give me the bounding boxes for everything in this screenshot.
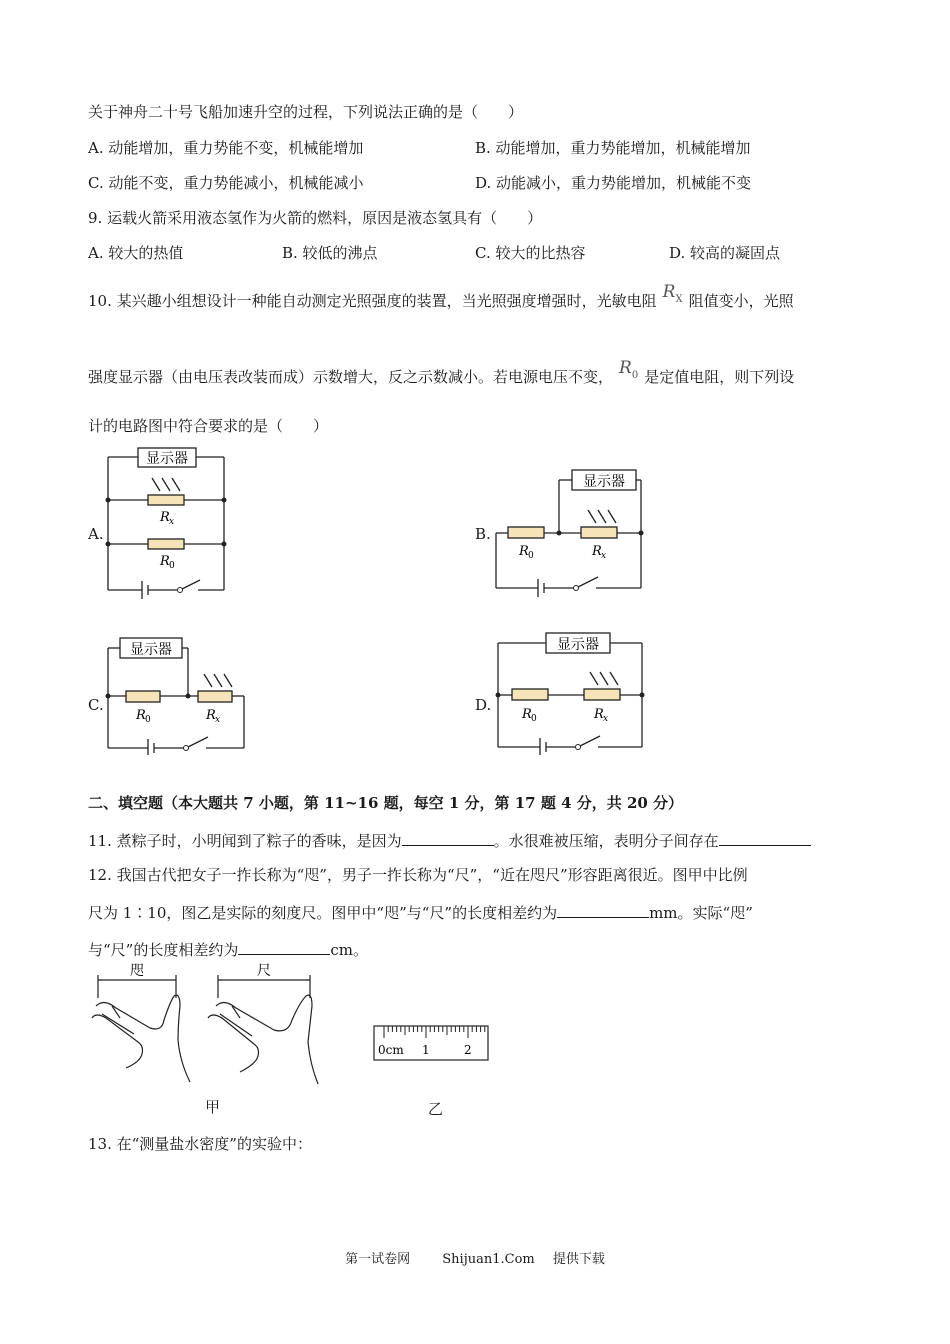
q12-line3-pre: 与“尺”的长度相差约为 [88,941,239,959]
ruler-figure [372,1024,492,1064]
r0-label-sub: 0 [528,551,534,561]
q12-blank-1[interactable] [557,903,649,918]
r0-subscript: 0 [631,370,639,381]
q9-option-a: A. 较大的热值 [88,244,184,262]
display-label: 显示器 [557,637,599,653]
rx-label-sub: x [215,715,221,725]
circuit-b [490,460,650,600]
q13-stem: 13. 在“测量盐水密度”的实验中： [88,1135,312,1153]
q12-line1: 12. 我国古代把女子一拃长称为“咫”，男子一拃长称为“尺”，“近在咫尺”形容距离很近。图甲中比例 [88,866,748,884]
rx-label: R [592,544,602,559]
q8-stem: 关于神舟二十号飞船加速升空的过程，下列说法正确的是（ ） [88,103,524,121]
q10-line2 [88,358,795,387]
q11-mid: 。水很难被压缩，表明分子间存在 [493,832,719,850]
footer-right: 提供下载 [552,1252,605,1267]
footer-site[interactable]: Shijuan1.Com [442,1252,535,1267]
q11-blank-2[interactable] [719,831,811,846]
q8-option-a: A. 动能增加，重力势能不变，机械能增加 [88,139,364,157]
label-zhi: 咫 [130,963,144,979]
q12-line2-post: mm。实际“咫” [649,904,753,922]
rx-symbol: R [662,282,676,302]
q9-stem: 9. 运载火箭采用液态氢作为火箭的燃料，原因是液态氢具有（ ） [88,209,543,227]
r0-label-sub: 0 [145,715,151,725]
section-2-title: 二、填空题（本大题共 7 小题，第 11~16 题，每空 1 分，第 17 题 4 分，共 20 分） [88,794,684,812]
q9-option-d: D. 较高的凝固点 [669,244,781,262]
rx-label: R [160,510,170,525]
circuit-b-label: B. [475,525,491,543]
r0-label: R [160,554,170,569]
hands-figure [86,962,326,1092]
ruler-label-1: 1 [422,1043,430,1057]
r0-label: R [136,708,146,723]
r0-label-sub: 0 [531,714,537,724]
footer-left: 第一试卷网 [345,1252,411,1267]
r0-symbol: R [619,358,632,378]
q9-option-b: B. 较低的沸点 [282,244,378,262]
rx-label-sub: x [603,714,609,724]
q12-line3-post: cm。 [330,941,368,959]
q10-line2-post: 是定值电阻，则下列设 [644,368,795,386]
display-label: 显示器 [130,642,172,658]
circuit-a-label: A. [88,525,104,543]
q10-line1 [88,282,794,311]
display-label: 显示器 [583,474,625,490]
r0-label: R [522,707,532,722]
rx-label-sub: x [601,551,607,561]
caption-jia: 甲 [205,1098,221,1116]
rx-label: R [206,708,216,723]
q9-option-c: C. 较大的比热容 [475,244,586,262]
q12-line2 [88,902,753,923]
circuit-d-label: D. [475,696,492,714]
q8-option-c: C. 动能不变，重力势能减小，机械能减小 [88,174,364,192]
circuit-c-label: C. [88,696,104,714]
q10-line3: 计的电路图中符合要求的是（ ） [88,417,329,435]
display-label: 显示器 [146,451,188,467]
q11-pre: 11. 煮粽子时，小明闻到了粽子的香味，是因为 [88,832,402,850]
caption-yi: 乙 [428,1100,444,1118]
q8-option-d: D. 动能减小，重力势能增加，机械能不变 [475,174,752,192]
q10-line1-pre: 10. 某兴趣小组想设计一种能自动测定光照强度的装置，当光照强度增强时，光敏电阻 [88,292,657,310]
r0-label: R [519,544,529,559]
rx-subscript: X [675,294,683,305]
circuit-a [100,440,240,605]
q10-line2-pre: 强度显示器（由电压表改装而成）示数增大，反之示数减小。若电源电压不变， [88,368,614,386]
q12-line2-pre: 尺为 1∶10，图乙是实际的刻度尺。图甲中“咫”与“尺”的长度相差约为 [88,904,558,922]
page-footer [0,1248,950,1267]
q11 [88,830,811,851]
ruler-label-2: 2 [464,1043,472,1057]
rx-label-sub: x [169,517,175,527]
rx-label: R [594,707,604,722]
ruler-label-0: 0cm [378,1043,404,1057]
circuit-c [100,630,250,755]
circuit-d [490,625,650,755]
q8-option-b: B. 动能增加，重力势能增加，机械能增加 [475,139,751,157]
q12-line3 [88,939,368,960]
q10-line1-post: 阻值变小，光照 [688,292,794,310]
label-chi: 尺 [257,963,271,979]
q12-blank-2[interactable] [238,940,330,955]
r0-label-sub: 0 [169,561,175,571]
q11-blank-1[interactable] [402,831,494,846]
